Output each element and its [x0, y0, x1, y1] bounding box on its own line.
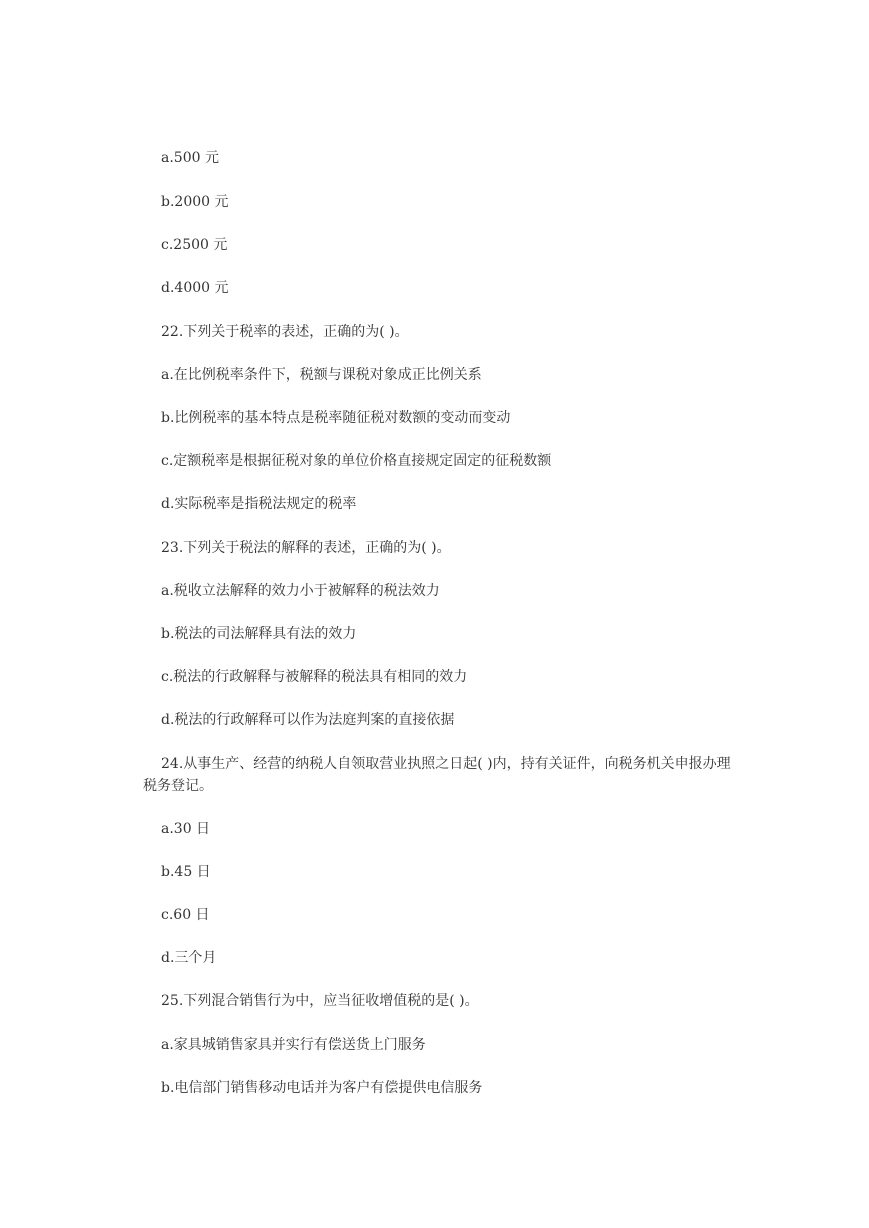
option-c-q21: c.2500 元: [161, 237, 228, 253]
option-d-q23: d.税法的行政解释可以作为法庭判案的直接依据: [161, 712, 455, 728]
option-d-q21: d.4000 元: [161, 280, 229, 296]
option-c-q24: c.60 日: [161, 907, 210, 923]
option-a-q21: a.500 元: [161, 150, 219, 166]
option-a-q25: a.家具城销售家具并实行有偿送货上门服务: [161, 1037, 426, 1053]
option-d-q24: d.三个月: [161, 950, 217, 966]
option-c-q23: c.税法的行政解释与被解释的税法具有相同的效力: [161, 669, 468, 685]
option-b-q24: b.45 日: [161, 864, 211, 880]
option-a-q22: a.在比例税率条件下，税额与课税对象成正比例关系: [161, 367, 482, 383]
option-c-q22: c.定额税率是根据征税对象的单位价格直接规定固定的征税数额: [161, 453, 552, 469]
question-22: 22.下列关于税率的表述，正确的为( )。: [161, 324, 409, 340]
question-25: 25.下列混合销售行为中，应当征收增值税的是( )。: [161, 993, 479, 1009]
option-a-q23: a.税收立法解释的效力小于被解释的税法效力: [161, 583, 440, 599]
option-b-q22: b.比例税率的基本特点是税率随征税对数额的变动而变动: [161, 410, 511, 426]
question-24: 24.从事生产、经营的纳税人自领取营业执照之日起( )内，持有关证件，向税务机关申报办理税务登记。: [143, 756, 731, 794]
option-b-q21: b.2000 元: [161, 194, 229, 210]
option-d-q22: d.实际税率是指税法规定的税率: [161, 496, 357, 512]
option-b-q25: b.电信部门销售移动电话并为客户有偿提供电信服务: [161, 1080, 483, 1096]
option-a-q24: a.30 日: [161, 821, 211, 837]
question-23: 23.下列关于税法的解释的表述，正确的为( )。: [161, 540, 451, 556]
option-b-q23: b.税法的司法解释具有法的效力: [161, 626, 357, 642]
